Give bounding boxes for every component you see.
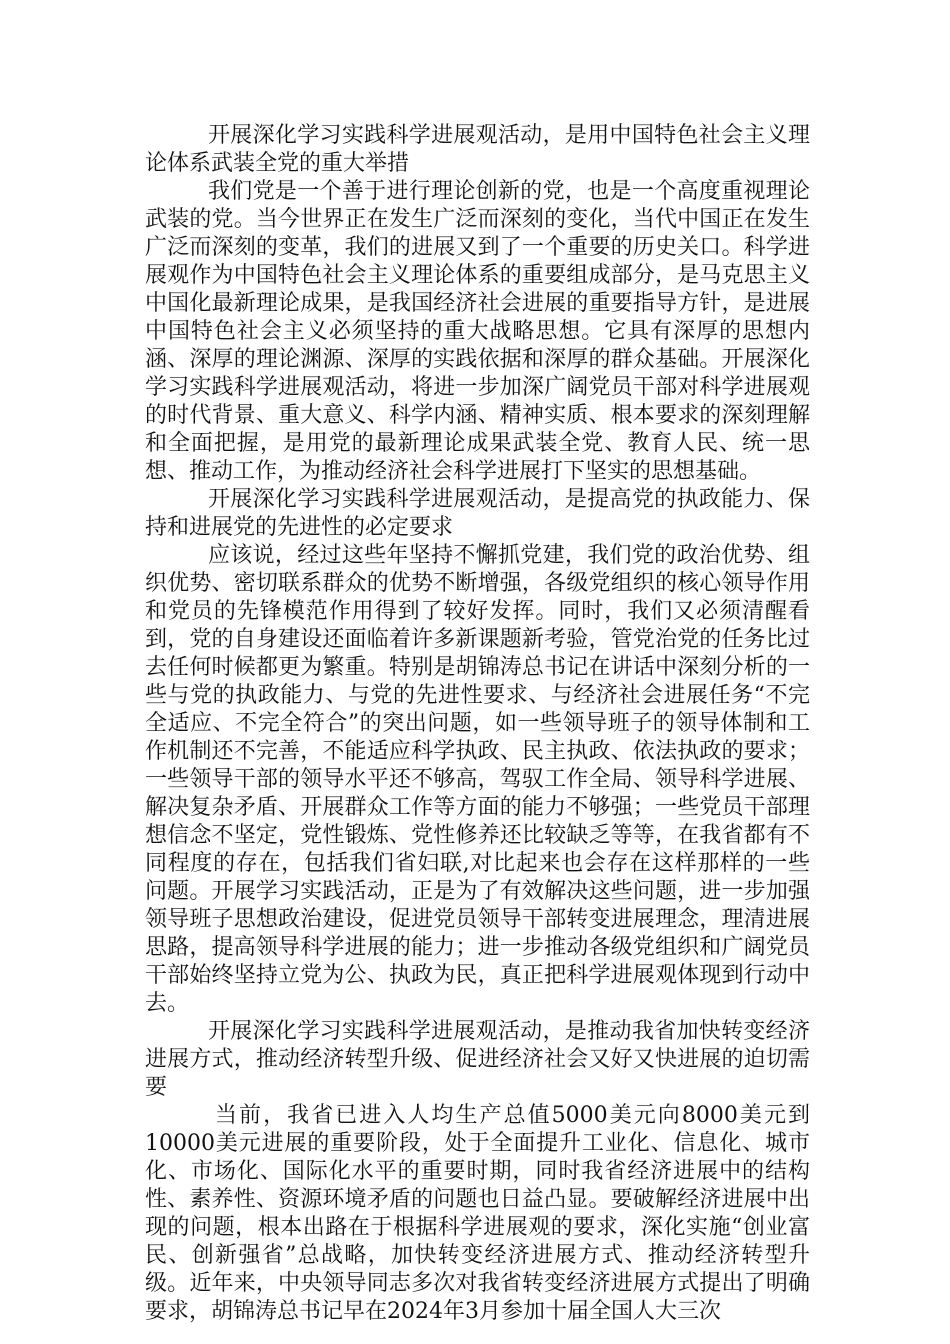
- section-heading-2: 开展深化学习实践科学进展观活动，是提高党的执政能力、保持和进展党的先进性的必定要求: [145, 487, 810, 540]
- document-body: [145, 122, 810, 1326]
- section-heading-3: 开展深化学习实践科学进展观活动，是推动我省加快转变经济进展方式，推动经济转型升级、促进经济社会又好又快进展的迫切需要: [145, 1019, 810, 1100]
- body-paragraph-1: 我们党是一个善于进行理论创新的党，也是一个高度重视理论武装的党。当今世界正在发生广泛而深刻的变化，当代中国正在发生广泛而深刻的变革，我们的进展又到了一个重要的历史关口。科学进展观作为中国特色社会主义理论体系的重要组成部分，是马克思主义中国化最新理论成果，是我国经济社会进展的重要指导方针，是进展中国特色社会主义必须坚持的重大战略思想。它具有深厚的思想内涵、深厚的理论渊源、深厚的实践依据和深厚的群众基础。开展深化学习实践科学进展观活动，将进一步加深广阔党员干部对科学进展观的时代背景、重大意义、科学内涵、精神实质、根本要求的深刻理解和全面把握，是用党的最新理论成果武装全党、教育人民、统一思想、推动工作，为推动经济社会科学进展打下坚实的思想基础。: [145, 179, 810, 484]
- section-heading-1: 开展深化学习实践科学进展观活动，是用中国特色社会主义理论体系武装全党的重大举措: [145, 123, 810, 176]
- body-paragraph-3: 当前，我省已进入人均生产总值5000美元向8000美元到10000美元进展的重要阶段，处于全面提升工业化、信息化、城市化、市场化、国际化水平的重要时期，同时我省经济进展中的结构性、素养性、资源环境矛盾的问题也日益凸显。要破解经济进展中出现的问题，根本出路在于根据科学进展观的要求，深化实施“创业富民、创新强省”总战略，加快转变经济进展方式、推动经济转型升级。近年来，中央领导同志多次对我省转变经济进展方式提出了明确要求，胡锦涛总书记早在2024年3月参加十届全国人大三次: [145, 1103, 810, 1324]
- body-paragraph-2: 应该说，经过这些年坚持不懈抓党建，我们党的政治优势、组织优势、密切联系群众的优势不断增强，各级党组织的核心领导作用和党员的先锋模范作用得到了较好发挥。同时，我们又必须清醒看到，党的自身建设还面临着许多新课题新考验，管党治党的任务比过去任何时候都更为繁重。特别是胡锦涛总书记在讲话中深刻分析的一些与党的执政能力、与党的先进性要求、与经济社会进展任务“不完全适应、不完全符合”的突出问题，如一些领导班子的领导体制和工作机制还不完善，不能适应科学执政、民主执政、依法执政的要求；一些领导干部的领导水平还不够高，驾驭工作全局、领导科学进展、解决复杂矛盾、开展群众工作等方面的能力不够强；一些党员干部理想信念不坚定，党性锻炼、党性修养还比较缺乏等等，在我省都有不同程度的存在，包括我们省妇联,对比起来也会存在这样那样的一些问题。开展学习实践活动，正是为了有效解决这些问题，进一步加强领导班子思想政治建设，促进党员领导干部转变进展理念，理清进展思路，提高领导科学进展的能力；进一步推动各级党组织和广阔党员干部始终坚持立党为公、执政为民，真正把科学进展观体现到行动中去。: [145, 543, 810, 1016]
